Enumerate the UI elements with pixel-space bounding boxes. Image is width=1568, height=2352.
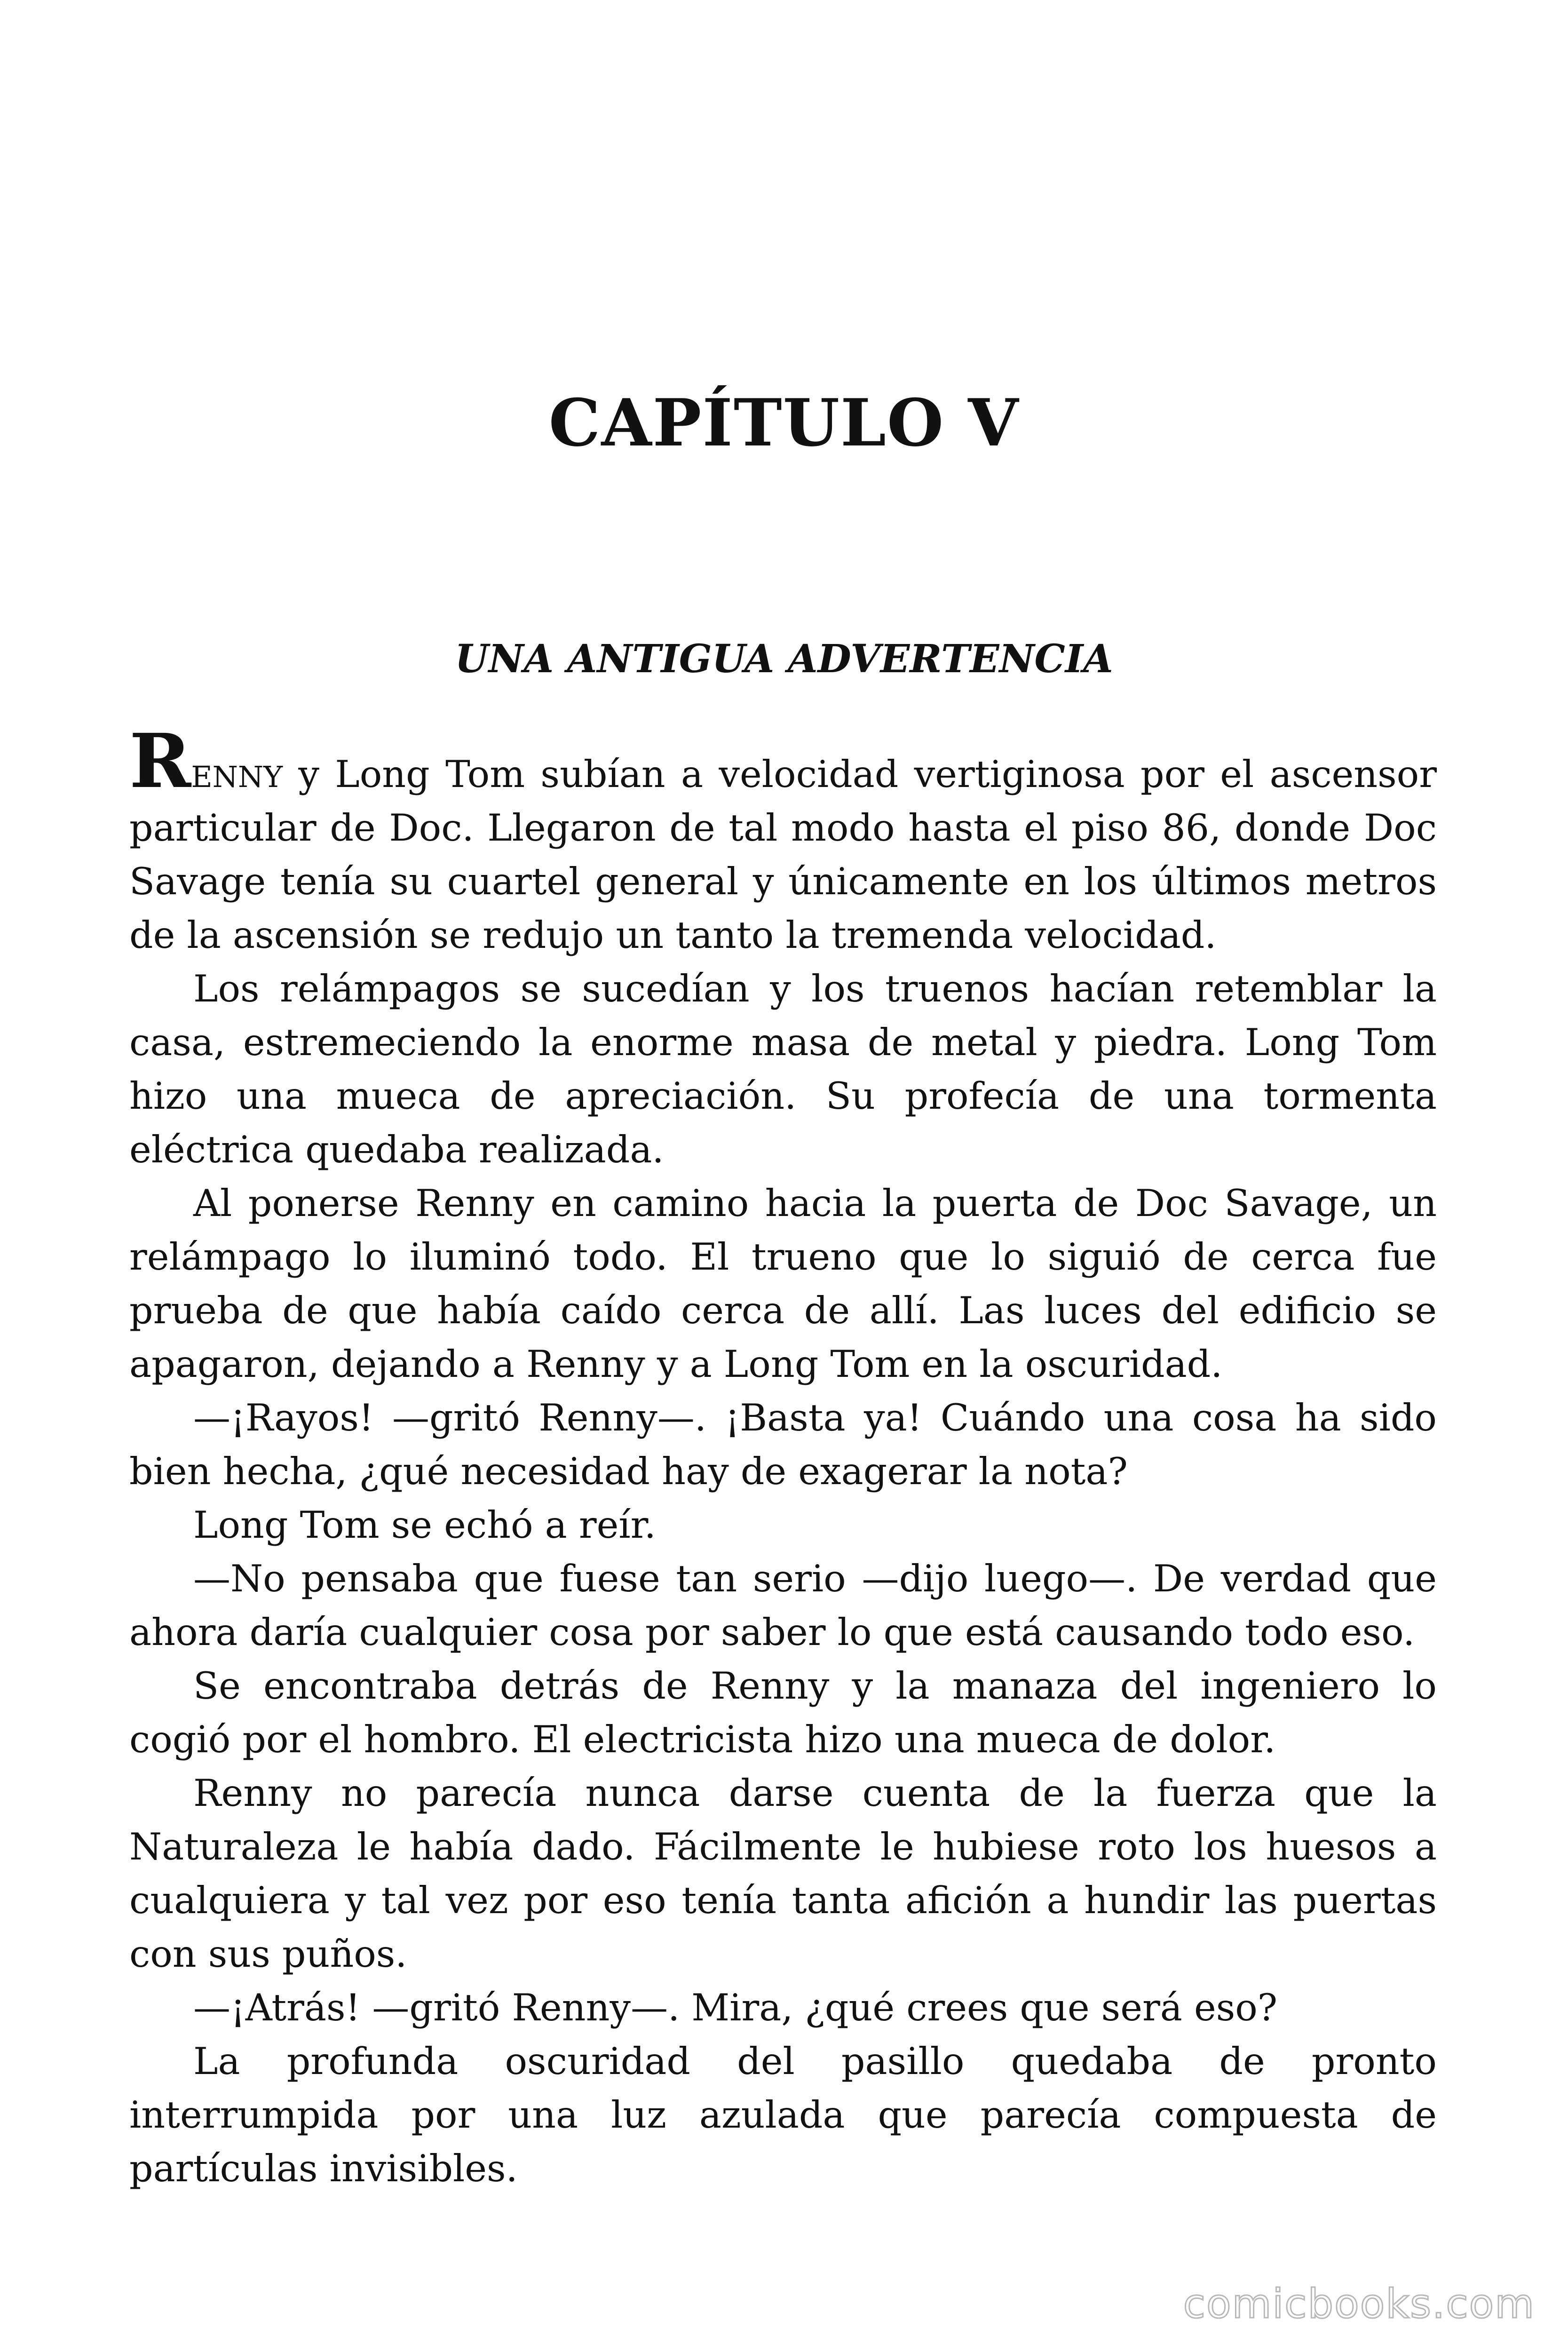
chapter-subtitle: UNA ANTIGUA ADVERTENCIA: [455, 636, 1113, 682]
first-word-small-caps: enny: [191, 748, 283, 797]
paragraph-10: La profunda oscuridad del pasillo quedaba de pronto interrumpida por una luz azulada que parecía compuesta de partículas invisibles.: [129, 2040, 1437, 2190]
paragraph-3: Al ponerse Renny en camino hacia la puerta de Doc Savage, un relámpago lo iluminó todo. El trueno que lo siguió de cerca fue prueba de que había caído cerca de allí. Las luces del edificio se apagaron, dejando a Renny y a Long Tom en la oscuridad.: [129, 1182, 1437, 1386]
chapter-body: [129, 718, 1437, 2195]
paragraph-8: Renny no parecía nunca darse cuenta de la fuerza que la Naturaleza le había dado. Fácilmente le hubiese roto los huesos a cualquiera y tal vez por eso tenía tanta afición a hundir las puertas con sus puños.: [129, 1772, 1437, 1976]
paragraph-9: —¡Atrás! —gritó Renny—. Mira, ¿qué crees que será eso?: [193, 1986, 1278, 2029]
paragraph-1-text: y Long Tom subían a velocidad vertiginosa por el ascensor particular de Doc. Llegaron de tal modo hasta el piso 86, donde Doc Savage tenía su cuartel general y únicamente en los últimos metros de la ascensión se redujo un tanto la tremenda velocidad.: [129, 753, 1437, 957]
paragraph-4: —¡Rayos! —gritó Renny—. ¡Basta ya! Cuándo una cosa ha sido bien hecha, ¿qué necesidad hay de exagerar la nota?: [129, 1396, 1437, 1493]
chapter-title: CAPÍTULO V: [548, 384, 1020, 461]
paragraph-2: Los relámpagos se sucedían y los truenos hacían retemblar la casa, estremeciendo la enorme masa de metal y piedra. Long Tom hizo una mueca de apreciación. Su profecía de una tormenta eléctrica quedaba realizada.: [129, 967, 1437, 1171]
paragraph-1: [129, 718, 1437, 962]
paragraph-6: —No pensaba que fuese tan serio —dijo luego—. De verdad que ahora daría cualquier cosa por saber lo que está causando todo eso.: [129, 1557, 1437, 1654]
drop-initial: R: [129, 718, 191, 805]
paragraph-5: Long Tom se echó a reír.: [193, 1503, 656, 1547]
watermark: comicbooks.com: [1183, 2280, 1535, 2328]
paragraph-7: Se encontraba detrás de Renny y la manaza del ingeniero lo cogió por el hombro. El electricista hizo una mueca de dolor.: [129, 1664, 1437, 1761]
